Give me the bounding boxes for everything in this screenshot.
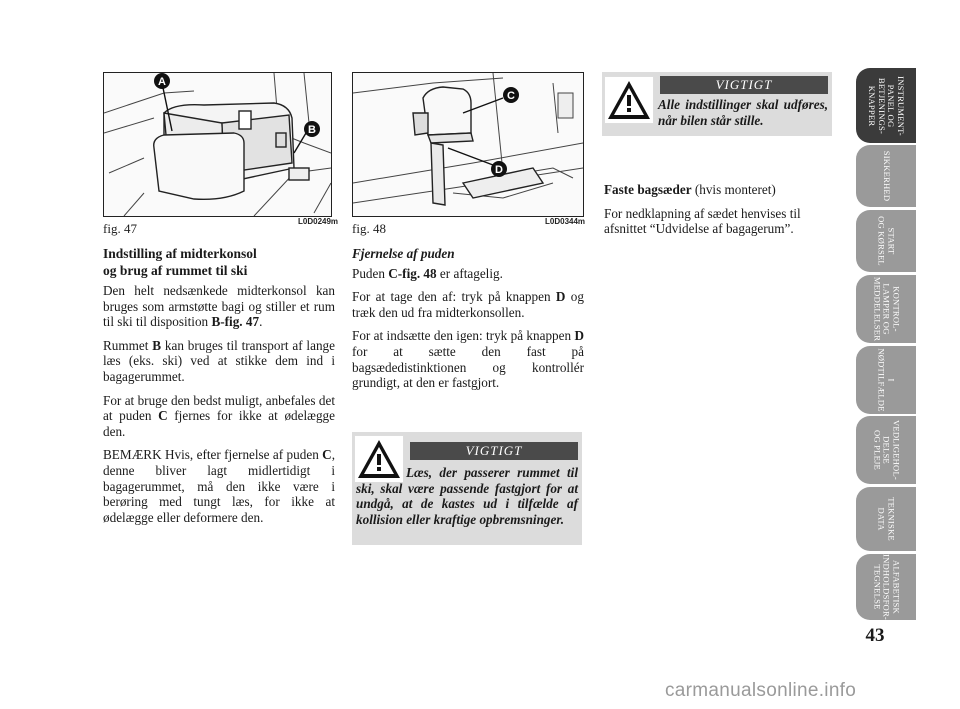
paragraph-1: [352, 266, 584, 282]
tab-label: START OG KØRSEL: [877, 216, 897, 266]
tab-label: INSTRUMENT- PANEL OG BETJENINGS- KNAPPER: [867, 75, 907, 136]
paragraph-3: [103, 393, 335, 440]
page-number: 43: [865, 625, 885, 646]
text: Den helt nedsænkede midterkonsol kan bruges som armstøtte bagi og stiller et rum til ski til disposition: [103, 283, 335, 330]
text: For at tage den af: tryk på knappen: [352, 289, 556, 305]
figure-47-caption: fig. 47: [103, 221, 137, 236]
heading-bold: Faste bagsæder: [604, 182, 692, 197]
part-reference: C: [322, 447, 332, 463]
figure-47-illustration: [103, 72, 332, 217]
tab-technical-data[interactable]: [856, 487, 916, 551]
text: er aftagelig.: [436, 265, 503, 281]
callout-b: B: [308, 124, 316, 136]
callout-d: D: [495, 164, 503, 176]
paragraph-4-note: [103, 447, 335, 525]
tab-index[interactable]: [856, 554, 916, 620]
watermark: carmanualsonline.info: [665, 680, 857, 701]
figure-47-code: L0D0249m: [298, 217, 339, 226]
tab-label: TEKNISKE DATA: [877, 497, 897, 541]
middle-column: [352, 246, 584, 399]
part-reference: C: [158, 408, 168, 424]
tab-label: KONTROL- LAMPER OG MEDDELELSER: [872, 276, 902, 342]
text: Rummet: [103, 337, 153, 353]
part-reference: D: [574, 328, 584, 344]
tab-label: SIKKERHED: [881, 150, 892, 202]
tab-label: VEDLIGEHOL- DELSE OG PLEJE: [872, 420, 902, 480]
heading-note: (hvis monteret): [691, 182, 776, 197]
tab-maintenance[interactable]: [856, 416, 916, 484]
tab-label: ALFABETISK INDHOLDSFOR- TEGNELSE: [872, 554, 902, 620]
heading-line-2: og brug af rummet til ski: [103, 263, 248, 278]
text: For at indsætte den igen: tryk på knappen: [352, 328, 575, 344]
callout-a: A: [158, 76, 166, 88]
paragraph-2: [103, 338, 335, 385]
text: fjernes for ikke at ødelægge den.: [103, 408, 335, 439]
left-column: [103, 245, 335, 533]
tab-instrument-panel[interactable]: [856, 68, 916, 143]
text: for at sætte den fast på bagsædedistinktionen og kontrollér grundigt, at den er fastgjort.: [352, 343, 584, 391]
warning-box-stationary: [602, 72, 832, 136]
figure-48-drawing: [353, 73, 583, 216]
text: .: [259, 314, 263, 330]
tab-safety[interactable]: [856, 145, 916, 207]
warning-title: VIGTIGT: [410, 442, 578, 460]
tab-start-driving[interactable]: [856, 210, 916, 272]
tab-warning-lights[interactable]: [856, 275, 916, 343]
fig-reference: B-fig. 47: [211, 314, 260, 330]
callout-c: C: [507, 90, 515, 102]
warning-icon-frame: [604, 76, 654, 124]
text: , denne bliver lagt midlertidigt i bagagerummet, må den ikke være i berøring med tungt læs, for ikke at ødelægge eller deformere den.: [103, 447, 335, 525]
warning-text: Alle indstillinger skal udføres, når bilen står stille.: [658, 97, 828, 128]
part-reference: D: [555, 289, 566, 305]
section-heading: [604, 182, 834, 198]
text: For at bruge den bedst muligt, anbefales det at puden: [103, 392, 335, 424]
figure-47-drawing: [104, 73, 331, 216]
section-heading: Fjernelse af puden: [352, 246, 455, 261]
figure-48-illustration: [352, 72, 584, 217]
paragraph-2: [352, 289, 584, 320]
text: og træk den ud fra midterkonsollen.: [352, 289, 584, 320]
paragraph-1: For nedklapning af sædet henvises til afsnittet “Udvidelse af bagagerum”.: [604, 205, 801, 237]
warning-box-ski: [352, 432, 582, 545]
text: kan bruges til transport af lange læs (eks. ski) ved at stikke dem ind i bagagerummet.: [103, 337, 335, 384]
figure-48-caption: fig. 48: [352, 221, 386, 236]
part-reference: B: [152, 337, 162, 353]
text: Puden: [352, 265, 389, 281]
warning-title: VIGTIGT: [660, 76, 828, 94]
figure-48-code: L0D0344m: [545, 217, 586, 226]
warning-text: Læs, der passerer rummet til ski, skal være passende fastgjort for at undgå, at de kastes ud i tilfælde af kollision eller kraftige opbremsninger.: [356, 465, 578, 527]
warning-triangle-icon: [605, 77, 653, 123]
tab-label: I NØDTILFÆLDE: [877, 348, 897, 412]
heading-line-1: Indstilling af midterkonsol: [103, 246, 257, 261]
tab-emergency[interactable]: [856, 346, 916, 414]
paragraph-3: [352, 328, 584, 390]
right-column: [604, 182, 834, 245]
paragraph-1: [103, 283, 335, 330]
fig-reference: C-fig. 48: [388, 265, 437, 281]
section-heading: [103, 245, 335, 279]
text: BEMÆRK Hvis, efter fjernelse af puden: [103, 447, 323, 463]
